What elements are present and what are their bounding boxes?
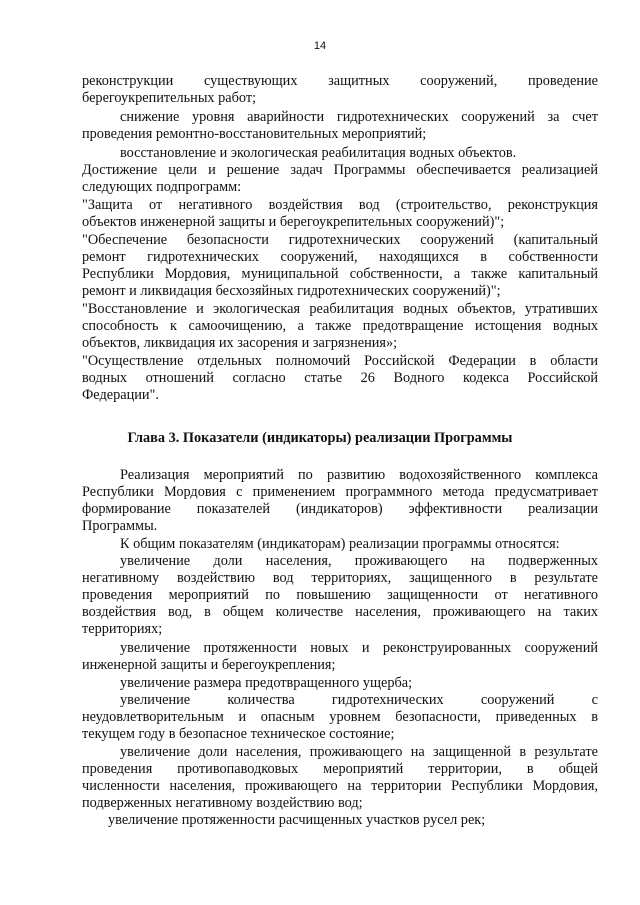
text-line: "Обеспечение безопасности гидротехнических сооружений (капитальный <box>82 232 598 248</box>
text-line: "Защита от негативного воздействия вод (строительство, реконструкция <box>82 197 598 213</box>
text-line: формирование показателей (индикаторов) эффективности реализации <box>82 501 598 517</box>
text-line: воздействия вод, в общем количестве населения, проживающего на таких <box>82 604 598 620</box>
text-line: водных отношений согласно статье 26 Водного кодекса Российской <box>82 370 598 386</box>
text-line: увеличение доли населения, проживающего на подверженных <box>120 553 598 569</box>
text-line: Программы. <box>82 518 158 534</box>
text-line: увеличение размера предотвращенного ущерба; <box>120 675 413 691</box>
chapter-heading: Глава 3. Показатели (индикаторы) реализации Программы <box>127 430 513 446</box>
text-line: неудовлетворительным и опасным уровнем безопасности, приведенных в <box>82 709 598 725</box>
text-line: негативному воздействию вод территориях, защищенного в результате <box>82 570 598 586</box>
text-line: проведения мероприятий по повышению защищенности от негативного <box>82 587 598 603</box>
text-line: "Восстановление и экологическая реабилитация водных объектов, утративших <box>82 301 598 317</box>
text-line: проведения противопаводковых мероприятий территории, в общей <box>82 761 598 777</box>
text-line: берегоукрепительных работ; <box>82 90 257 106</box>
text-line: Республики Мордовия, муниципальной собственности, а также капитальный <box>82 266 598 282</box>
page-number: 14 <box>313 40 327 52</box>
text-line: следующих подпрограмм: <box>82 179 242 195</box>
text-line: текущем году в безопасное техническое состояние; <box>82 726 395 742</box>
text-line: ремонт и ликвидация бесхозяйных гидротехнических сооружений)"; <box>82 283 501 299</box>
text-line: Достижение цели и решение задач Программы обеспечивается реализацией <box>82 162 598 178</box>
text-line: снижение уровня аварийности гидротехнических сооружений за счет <box>120 109 598 125</box>
text-line: объектов, ликвидация их засорения и загрязнения»; <box>82 335 398 351</box>
text-line: "Осуществление отдельных полномочий Российской Федерации в области <box>82 353 598 369</box>
text-line: численности населения, проживающего на территории Республики Мордовия, <box>82 778 598 794</box>
text-line: Республики Мордовия с применением программного метода предусматривает <box>82 484 598 500</box>
text-line: Федерации". <box>82 387 159 403</box>
text-line: ремонт гидротехнических сооружений, находящихся в собственности <box>82 249 598 265</box>
text-line: увеличение протяженности новых и реконструированных сооружений <box>120 640 598 656</box>
text-line: Реализация мероприятий по развитию водохозяйственного комплекса <box>120 467 598 483</box>
text-line: увеличение доли населения, проживающего на защищенной в результате <box>120 744 598 760</box>
text-line: К общим показателям (индикаторам) реализации программы относятся: <box>120 536 560 552</box>
text-line: восстановление и экологическая реабилитация водных объектов. <box>120 145 517 161</box>
text-line: объектов инженерной защиты и берегоукрепительных сооружений)"; <box>82 214 505 230</box>
text-line: увеличение протяженности расчищенных участков русел рек; <box>108 812 486 828</box>
text-line: способность к самоочищению, а также предотвращение истощения водных <box>82 318 598 334</box>
text-line: проведения ремонтно-восстановительных мероприятий; <box>82 126 427 142</box>
text-line: территориях; <box>82 621 163 637</box>
text-line: реконструкции существующих защитных сооружений, проведение <box>82 73 598 89</box>
text-line: подверженных негативному воздействию вод; <box>82 795 363 811</box>
text-line: увеличение количества гидротехнических сооружений с <box>120 692 598 708</box>
text-line: инженерной защиты и берегоукрепления; <box>82 657 336 673</box>
